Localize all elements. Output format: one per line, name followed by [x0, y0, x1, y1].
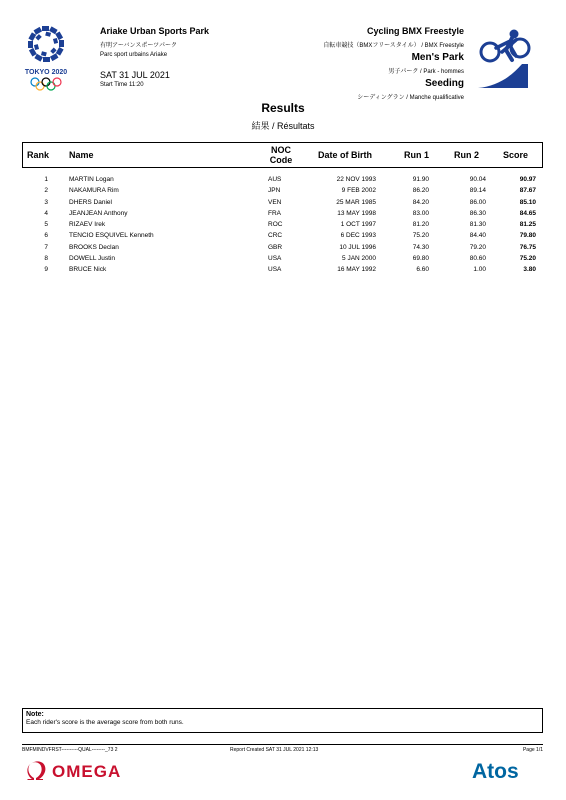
- noc-cell: JPN: [268, 187, 281, 195]
- start-time: Start Time 11:20: [100, 82, 144, 88]
- rank-cell: 6: [44, 232, 48, 240]
- document-code: BMFMINDVFRST----------QUAL--------_73 2: [22, 747, 118, 753]
- name-cell: NAKAMURA Rim: [69, 187, 119, 195]
- dob-cell: 13 MAY 1998: [337, 209, 376, 217]
- rank-cell: 7: [44, 243, 48, 251]
- score-cell: 90.97: [519, 176, 536, 183]
- venue-block: [100, 26, 209, 88]
- run2-cell: 79.20: [469, 243, 486, 251]
- page-subtitle: 結果 / Résultats: [251, 121, 315, 131]
- noc-cell: USA: [268, 266, 282, 274]
- run1-cell: 75.20: [412, 232, 429, 240]
- logo-text: TOKYO 2020: [24, 69, 68, 76]
- noc-cell: GBR: [268, 243, 283, 251]
- rank-cell: 3: [44, 198, 48, 206]
- venue-name-japanese: 有明アーバンスポーツパーク: [100, 43, 177, 49]
- omega-wordmark: OMEGA: [52, 762, 122, 781]
- column-header-dob: Date of Birth: [318, 150, 372, 160]
- dob-cell: 22 NOV 1993: [336, 176, 376, 183]
- score-cell: 84.65: [519, 209, 536, 217]
- dob-cell: 5 JAN 2000: [342, 255, 376, 263]
- table-row: [22, 264, 543, 275]
- noc-cell: AUS: [268, 176, 282, 183]
- table-row: [22, 253, 543, 264]
- name-cell: TENCIO ESQUIVEL Kenneth: [69, 232, 154, 240]
- column-header-name: Name: [69, 150, 94, 160]
- dob-cell: 6 DEC 1993: [340, 232, 376, 240]
- run2-cell: 90.04: [469, 176, 486, 183]
- name-cell: DOWELL Justin: [69, 255, 115, 263]
- event-date: SAT 31 JUL 2021: [100, 70, 170, 80]
- page-number: Page 1/1: [522, 747, 543, 753]
- run2-cell: 81.30: [469, 221, 486, 229]
- run2-cell: 86.30: [469, 209, 486, 217]
- run2-cell: 86.00: [469, 198, 486, 206]
- score-cell: 81.25: [519, 221, 536, 229]
- footer-divider: [22, 744, 543, 745]
- run1-cell: 69.80: [412, 255, 429, 263]
- results-table-header: [22, 142, 543, 168]
- score-cell: 79.80: [519, 232, 536, 240]
- note-label: Note:: [26, 711, 44, 718]
- run1-cell: 91.90: [412, 176, 429, 183]
- run1-cell: 83.00: [412, 209, 429, 217]
- table-row: [22, 208, 543, 219]
- noc-cell: CRC: [268, 232, 283, 240]
- name-cell: BROOKS Declan: [69, 243, 119, 251]
- table-row: [22, 197, 543, 208]
- table-row: [22, 230, 543, 241]
- run1-cell: 74.30: [412, 243, 429, 251]
- run2-cell: 89.14: [469, 187, 486, 195]
- run1-cell: 81.20: [412, 221, 429, 229]
- note-text: Each rider's score is the average score from both runs.: [26, 719, 184, 726]
- results-table-body: [22, 174, 543, 276]
- rank-cell: 2: [44, 187, 48, 195]
- name-cell: BRUCE Nick: [69, 266, 107, 274]
- dob-cell: 1 OCT 1997: [340, 221, 376, 229]
- dob-cell: 16 MAY 1992: [337, 266, 376, 274]
- sport-name-sub: 自転車競技（BMXフリースタイル） / BMX Freestyle: [323, 43, 464, 49]
- bmx-freestyle-pictogram-icon: [476, 26, 540, 90]
- venue-name-french: Parc sport urbains Ariake: [100, 52, 168, 58]
- name-cell: DHERS Daniel: [69, 198, 112, 206]
- rank-cell: 8: [44, 255, 48, 263]
- dob-cell: 9 FEB 2002: [341, 187, 376, 195]
- score-cell: 76.75: [519, 243, 536, 251]
- column-header-noc-line2: Code: [269, 155, 293, 165]
- score-cell: 87.67: [519, 187, 536, 195]
- noc-cell: USA: [268, 255, 282, 263]
- event-block: [323, 26, 464, 101]
- table-row: [22, 174, 543, 185]
- run1-cell: 84.20: [412, 198, 429, 206]
- tokyo-2020-emblem-icon: [20, 24, 72, 92]
- report-created: Report Created SAT 31 JUL 2021 12:13: [230, 747, 319, 753]
- dob-cell: 25 MAR 1985: [336, 198, 376, 206]
- rank-cell: 5: [44, 221, 48, 229]
- name-cell: MARTIN Logan: [69, 176, 114, 183]
- phase-name: Seeding: [425, 78, 464, 89]
- atos-logo-icon: [470, 757, 542, 783]
- sport-name: Cycling BMX Freestyle: [366, 26, 464, 36]
- run1-cell: 6.60: [416, 266, 429, 274]
- event-name-sub: 男子パーク / Park - hommes: [388, 69, 464, 75]
- note-box: [22, 708, 543, 733]
- column-header-rank: Rank: [27, 150, 50, 160]
- run1-cell: 86.20: [412, 187, 429, 195]
- table-row: [22, 242, 543, 253]
- score-cell: 75.20: [519, 255, 536, 263]
- name-cell: JEANJEAN Anthony: [69, 209, 128, 217]
- score-cell: 3.80: [523, 266, 536, 274]
- column-header-run2: Run 2: [454, 150, 480, 160]
- dob-cell: 10 JUL 1996: [339, 243, 376, 251]
- omega-logo-icon: [22, 757, 147, 783]
- column-header-noc-line1: NOC: [271, 145, 291, 155]
- column-header-run1: Run 1: [404, 150, 430, 160]
- event-name: Men's Park: [411, 52, 464, 63]
- rank-cell: 1: [44, 176, 48, 183]
- noc-cell: VEN: [268, 198, 282, 206]
- score-cell: 85.10: [519, 198, 536, 206]
- table-row: [22, 185, 543, 196]
- noc-cell: ROC: [268, 221, 283, 229]
- atos-wordmark: Atos: [472, 760, 519, 783]
- table-row: [22, 219, 543, 230]
- phase-name-sub: シーディングラン / Manche qualificative: [357, 95, 464, 101]
- name-cell: RIZAEV Irek: [69, 221, 106, 229]
- run2-cell: 84.40: [469, 232, 486, 240]
- rank-cell: 9: [44, 266, 48, 274]
- column-header-noc: [259, 143, 303, 167]
- venue-name: Ariake Urban Sports Park: [100, 26, 210, 36]
- column-header-score: Score: [503, 150, 529, 160]
- run2-cell: 80.60: [469, 255, 486, 263]
- page-title: Results: [261, 101, 305, 115]
- rank-cell: 4: [44, 209, 48, 217]
- run2-cell: 1.00: [473, 266, 486, 274]
- noc-cell: FRA: [268, 209, 281, 217]
